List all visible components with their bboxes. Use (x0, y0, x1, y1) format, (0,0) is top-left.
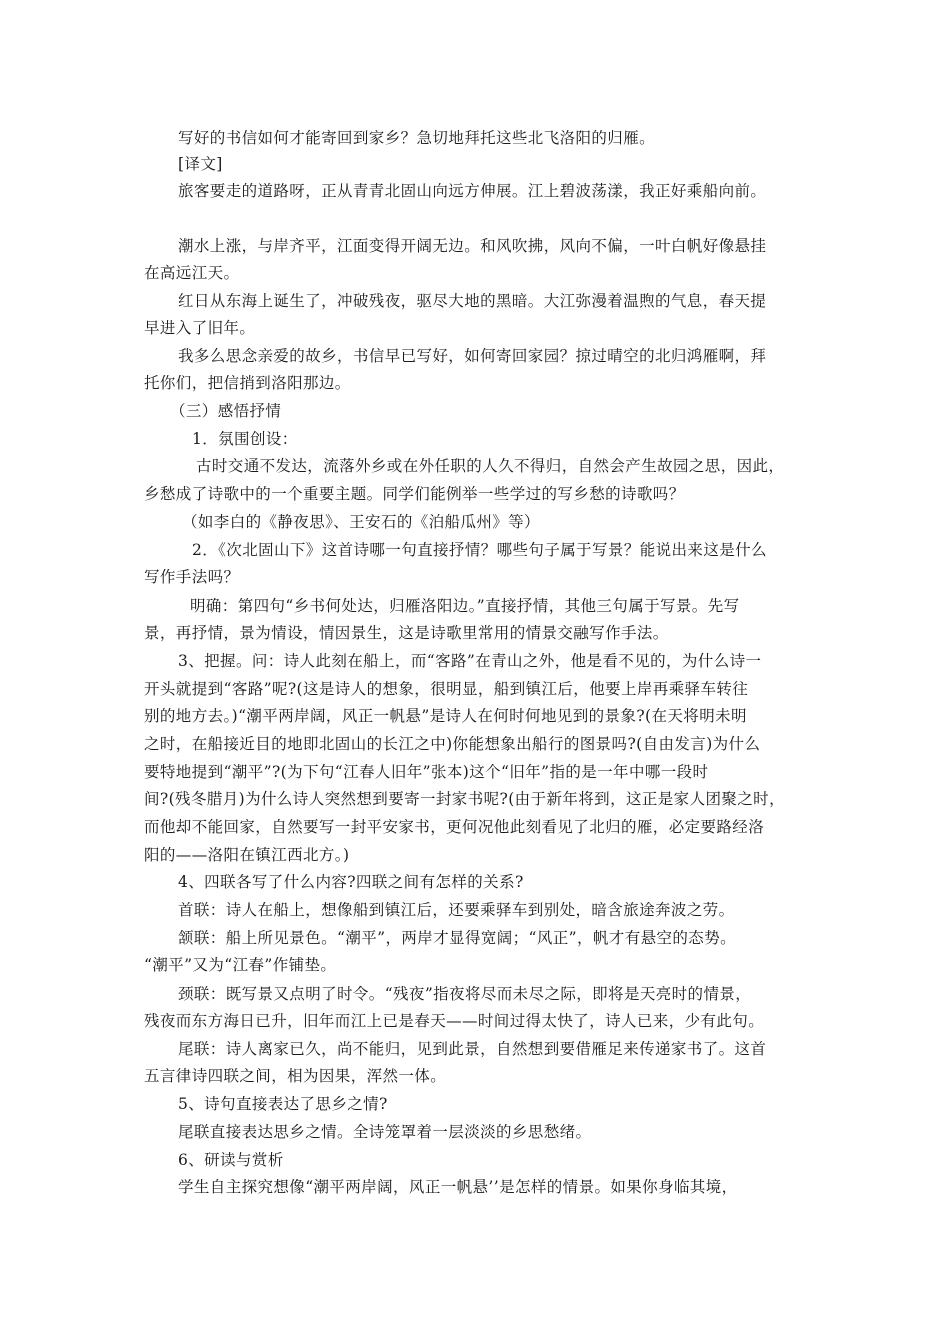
section-heading: 4、四联各写了什么内容?四联之间有怎样的关系? (178, 873, 524, 891)
text-line: 残夜而东方海日已升，旧年而江上已是春天——时间过得太快了，诗人已来，少有此句。 (144, 1012, 765, 1030)
text-line: 2．《次北固山下》这首诗哪一句直接抒情？哪些句子属于写景？能说出来这是什么 (192, 541, 767, 559)
section-label: [译文] (178, 155, 223, 173)
text-line: 之时，在船接近目的地即北固山的长江之中)你能想象出船行的图景吗?(自由发言)为什么 (144, 735, 761, 753)
text-line: 首联：诗人在船上，想像船到镇江后，还要乘驿车到别处，暗含旅途奔波之劳。 (178, 901, 735, 919)
text-line: 颈联：既写景又点明了时令。“残夜”指夜将尽而未尽之际，即将是天亮时的情景， (178, 985, 752, 1003)
section-heading: 6、研读与赏析 (178, 1151, 284, 1169)
subsection-heading: 1．氛围创设： (192, 430, 298, 448)
text-line: 明确：第四句“乡书何处达，归雁洛阳边。”直接抒情，其他三句属于写景。先写 (190, 597, 740, 615)
text-line: 颔联：船上所见景色。“潮平”，两岸才显得宽阔；“风正”，帆才有悬空的态势。 (178, 929, 736, 947)
text-line: 旅客要走的道路呀，正从青青北固山向远方伸展。江上碧波荡漾，我正好乘船向前。 (178, 182, 767, 200)
text-line: 五言律诗四联之间，相为因果，浑然一体。 (144, 1067, 447, 1085)
text-line: 别的地方去。)“潮平两岸阔，风正一帆悬”是诗人在何时何地见到的景象?(在天将明未明 (144, 707, 747, 725)
section-heading: 5、诗句直接表达了思乡之情? (178, 1095, 388, 1113)
text-line: 3、把握。问：诗人此刻在船上，而“客路”在青山之外，他是看不见的，为什么诗一 (178, 652, 762, 670)
text-line: 我多么思念亲爱的故乡，书信早已写好，如何寄回家园？掠过晴空的北归鸿雁啊，拜 (178, 347, 767, 365)
text-line: 开头就提到“客路”呢?(这是诗人的想象，很明显，船到镇江后，他要上岸再乘驿车转往 (144, 680, 749, 698)
text-line: 景，再抒情，景为情设，情因景生，这是诗歌里常用的情景交融写作手法。 (144, 624, 669, 642)
text-line: 乡愁成了诗歌中的一个重要主题。同学们能例举一些学过的写乡愁的诗歌吗？ (144, 485, 685, 503)
text-line: 托你们，把信捎到洛阳那边。 (144, 374, 351, 392)
text-line: “潮平”又为“江春”作铺垫。 (144, 956, 337, 974)
text-line: 而他却不能回家，自然要写一封平安家书，更何况他此刻看见了北归的雁，必定要路经洛 (144, 818, 765, 836)
text-line: 红日从东海上诞生了，冲破残夜，驱尽大地的黑暗。大江弥漫着温煦的气息，春天提 (178, 292, 767, 310)
text-line: 要特地提到“潮平”?(为下句“江春人旧年”张本)这个“旧年”指的是一年中哪一段时 (144, 763, 709, 781)
text-line: 尾联：诗人离家已久，尚不能归，见到此景，自然想到要借雁足来传递家书了。这首 (178, 1040, 767, 1058)
text-line: 写作手法吗？ (144, 568, 240, 586)
text-line: 早进入了旧年。 (144, 319, 256, 337)
text-line: 尾联直接表达思乡之情。全诗笼罩着一层淡淡的乡思愁绪。 (178, 1123, 592, 1141)
text-line: 间?(残冬腊月)为什么诗人突然想到要寄一封家书呢?(由于新年将到，这正是家人团聚之时， (144, 790, 785, 808)
section-heading: （三）感悟抒情 (170, 402, 282, 420)
text-line: （如李白的《静夜思》、王安石的《泊船瓜州》等） (182, 513, 540, 531)
text-line: 阳的——洛阳在镇江西北方。) (144, 846, 350, 864)
text-line: 在高远江天。 (144, 264, 240, 282)
text-line: 学生自主探究想像“潮平两岸阔，风正一帆悬’’是怎样的情景。如果你身临其境， (178, 1178, 738, 1196)
text-line: 潮水上涨，与岸齐平，江面变得开阔无边。和风吹拂，风向不偏，一叶白帆好像悬挂 (178, 237, 767, 255)
text-line: 古时交通不发达，流落外乡或在外任职的人久不得归，自然会产生故园之思，因此， (196, 457, 785, 475)
text-line: 写好的书信如何才能寄回到家乡？急切地拜托这些北飞洛阳的归雁。 (178, 129, 656, 147)
